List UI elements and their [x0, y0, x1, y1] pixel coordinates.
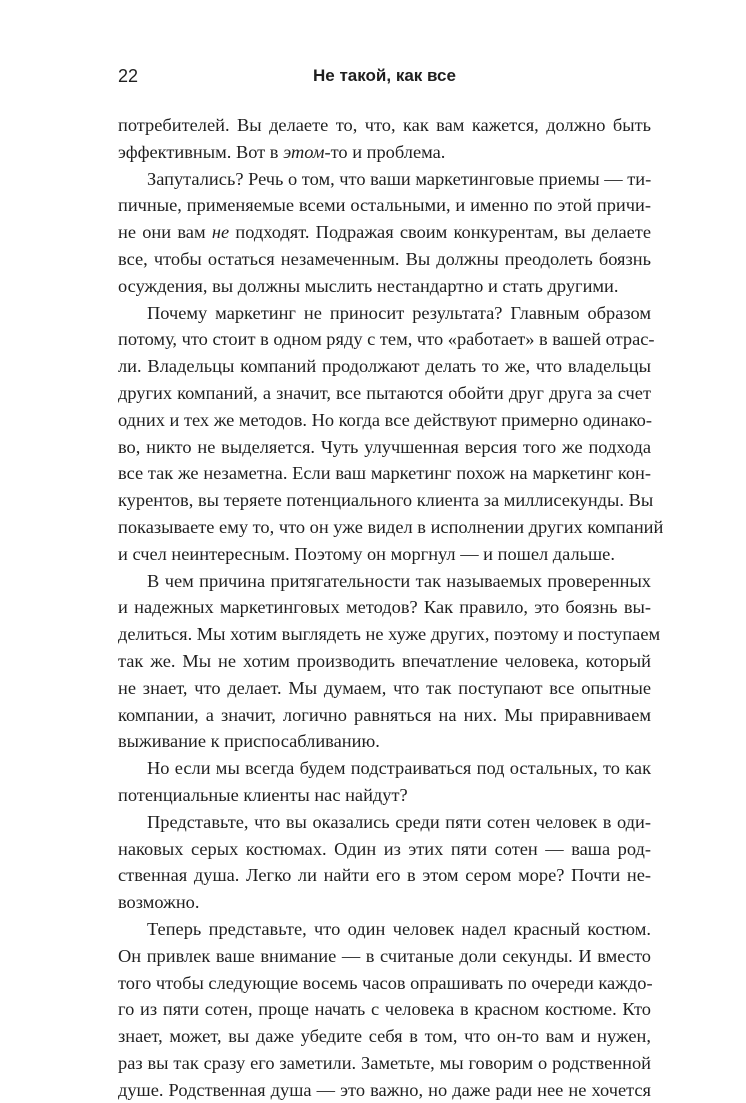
paragraph: [118, 112, 651, 166]
paragraph: [118, 809, 651, 916]
paragraph: [118, 755, 651, 809]
paragraph: [118, 300, 664, 568]
paragraph: [118, 568, 661, 756]
emphasis: не: [211, 222, 230, 243]
text-line: все так же незаметна. Если ваш маркетинг похож на маркетинг кон-: [118, 463, 651, 484]
text-segment: не они вам: [118, 222, 212, 243]
text-segment: -то и проблема.: [324, 141, 446, 162]
text-line: выживание к приспосабливанию.: [118, 731, 380, 752]
text-line: не знает, что делает. Мы думаем, что так поступают все опытные: [118, 677, 651, 698]
text-line: потребителей. Вы делаете то, что, как вам кажется, должно быть: [118, 115, 651, 135]
page-header: [118, 66, 651, 90]
text-line: показываете ему то, что он уже видел в исполнении других компаний: [118, 516, 664, 537]
text-line: и счел неинтересным. Поэтому он моргнул — и пошел дальше.: [118, 543, 615, 564]
text-line: Запутались? Речь о том, что ваши маркетинговые приемы — ти-: [147, 168, 652, 189]
text-line: пичные, применяемые всеми остальными, и именно по этой причи-: [118, 195, 651, 216]
text-line: знает, может, вы даже убедите себя в том, что он-то вам и нужен,: [118, 1026, 651, 1047]
text-line: возможно.: [118, 892, 200, 913]
text-line: Почему маркетинг не приносит результата? Главным образом: [147, 302, 651, 323]
text-line: Представьте, что вы оказались среди пяти сотен человек в оди-: [147, 811, 651, 832]
running-title: Не такой, как все: [313, 66, 456, 85]
text-line: ли. Владельцы компаний продолжают делать то же, что владельцы: [118, 356, 651, 377]
text-line: душе. Родственная душа — это важно, но даже ради нее не хочется: [118, 1079, 651, 1100]
text-line: и надежных маркетинговых методов? Как правило, это боязнь вы-: [118, 597, 651, 618]
text-line: все, чтобы остаться незамеченным. Вы должны преодолеть боязнь: [118, 248, 651, 269]
text-line: Теперь представьте, что один человек надел красный костюм.: [147, 918, 651, 939]
body-text: [118, 112, 664, 1103]
text-line: курентов, вы теряете потенциального клиента за миллисекунды. Вы: [118, 490, 654, 511]
text-segment: подходят. Подражая своим конкурентам, вы делаете: [229, 222, 652, 243]
text-line: осуждения, вы должны мыслить нестандартно и стать другими.: [118, 275, 619, 296]
text-line: потому, что стоит в одном ряду с тем, что «работает» в вашей отрас-: [118, 329, 655, 350]
text-line: го из пяти сотен, проще начать с человека в красном костюме. Кто: [118, 999, 651, 1020]
text-line: делиться. Мы хотим выглядеть не хуже других, поэтому и поступаем: [118, 624, 661, 645]
text-line: наковых серых костюмах. Один из этих пяти сотен — ваша род-: [118, 838, 651, 859]
text-line: так же. Мы не хотим производить впечатление человека, который: [118, 650, 651, 671]
text-line: компании, а значит, логично равняться на них. Мы приравниваем: [118, 704, 651, 725]
text-segment: эффективным. Вот в: [118, 141, 284, 162]
text-line: Но если мы всегда будем подстраиваться под остальных, то как: [147, 758, 651, 779]
text-line: Он привлек ваше внимание — в считаные доли секунды. И вместо: [118, 945, 651, 966]
paragraph: [118, 166, 651, 300]
page-number: 22: [118, 66, 139, 86]
text-line: [118, 139, 651, 166]
text-line: того чтобы следующие восемь часов опрашивать по очереди каждо-: [118, 972, 653, 993]
text-line: ственная душа. Легко ли найти его в этом сером море? Почти не-: [118, 865, 651, 886]
text-line: во, никто не выделяется. Чуть улучшенная версия того же подхода: [118, 436, 651, 457]
paragraph: [118, 916, 651, 1103]
text-line: других компаний, а значит, все пытаются обойти друг друга за счет: [118, 382, 651, 403]
text-line: одних и тех же методов. Но когда все действуют примерно одинако-: [118, 409, 652, 430]
text-line: раз вы так сразу его заметили. Заметьте, мы говорим о родственной: [118, 1052, 651, 1073]
text-line: В чем причина притягательности так называемых проверенных: [147, 570, 651, 591]
emphasis: этом: [283, 141, 325, 162]
text-line: потенциальные клиенты нас найдут?: [118, 784, 408, 805]
text-line: [118, 219, 651, 246]
